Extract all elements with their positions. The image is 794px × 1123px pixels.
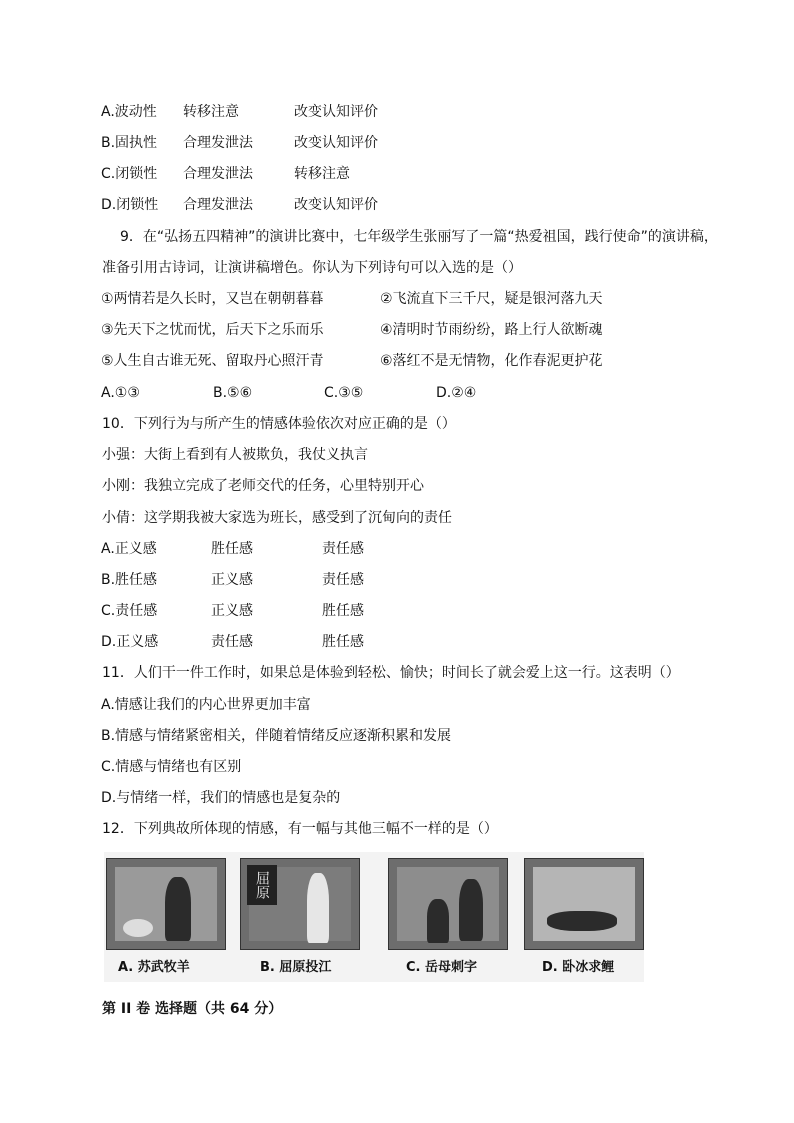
- figure-shape: [165, 877, 191, 941]
- option-col1: C.责任感: [101, 603, 158, 619]
- option-col2: 合理发泄法: [183, 135, 253, 151]
- option-col1: A.正义感: [101, 541, 157, 557]
- figure-shape: [459, 879, 483, 941]
- q12-stem: 12．下列典故所体现的情感，有一幅与其他三幅不一样的是（）: [102, 821, 498, 837]
- option-col3: 胜任感: [322, 634, 364, 650]
- q9-stem-line2: 准备引用古诗词，让演讲稿增色。你认为下列诗句可以入选的是（）: [102, 260, 522, 276]
- option-col1: D.闭锁性: [101, 197, 159, 213]
- q10-case-1: 小强：大街上看到有人被欺负，我仗义执言: [102, 447, 368, 463]
- option-col3: 胜任感: [322, 603, 364, 619]
- q9-poem-6: ⑥落红不是无情物，化作春泥更护花: [380, 353, 603, 369]
- q8-option-b: [101, 133, 378, 153]
- caption-d: D. 卧冰求鲤: [542, 960, 615, 975]
- q11-option-c: C.情感与情绪也有区别: [101, 759, 242, 775]
- option-col2: 责任感: [211, 634, 253, 650]
- q9-option-a: A.①③: [101, 385, 140, 401]
- option-col1: D.正义感: [101, 634, 159, 650]
- q10-stem: 10．下列行为与所产生的情感体验依次对应正确的是（）: [102, 416, 456, 432]
- option-col3: 责任感: [322, 541, 364, 557]
- q10-case-2: 小刚：我独立完成了老师交代的任务，心里特别开心: [102, 478, 424, 494]
- q9-poem-5: ⑤人生自古谁无死、留取丹心照汗青: [101, 353, 324, 369]
- q11-stem: 11．人们干一件工作时，如果总是体验到轻松、愉快；时间长了就会爱上这一行。这表明（）: [102, 665, 680, 681]
- picture-qu-yuan: [240, 858, 360, 950]
- q11-option-b: B.情感与情绪紧密相关，伴随着情绪反应逐渐积累和发展: [101, 728, 452, 744]
- q9-stem-line1: 9．在“弘扬五四精神”的演讲比赛中，七年级学生张丽写了一篇“热爱祖国，践行使命”的演讲稿，: [120, 229, 718, 245]
- q9-option-d: D.②④: [436, 385, 477, 401]
- caption-b: B. 屈原投江: [260, 960, 332, 975]
- q9-poem-3: ③先天下之忧而忧，后天下之乐而乐: [101, 322, 324, 338]
- q10-option-c: [101, 601, 364, 621]
- figure-shape: [427, 899, 449, 943]
- figure-shape: [547, 911, 617, 931]
- option-col3: 改变认知评价: [294, 104, 378, 120]
- q10-option-d: [101, 632, 364, 652]
- option-col1: B.胜任感: [101, 572, 158, 588]
- q8-option-d: [101, 195, 378, 215]
- caption-a: A. 苏武牧羊: [118, 960, 190, 975]
- q10-case-3: 小倩：这学期我被大家选为班长，感受到了沉甸向的责任: [102, 510, 452, 526]
- option-col2: 正义感: [211, 603, 253, 619]
- q12-picture-strip: [104, 852, 644, 982]
- q11-option-a: A.情感让我们的内心世界更加丰富: [101, 697, 311, 713]
- q10-option-b: [101, 570, 364, 590]
- q8-option-a: [101, 102, 378, 122]
- option-col2: 合理发泄法: [183, 166, 253, 182]
- option-col1: A.波动性: [101, 104, 157, 120]
- q10-option-a: [101, 539, 364, 559]
- option-col2: 转移注意: [183, 104, 239, 120]
- option-col3: 责任感: [322, 572, 364, 588]
- section-title: 第 II 卷 选择题（共 64 分）: [102, 1001, 283, 1017]
- q9-option-c: C.③⑤: [324, 385, 364, 401]
- figure-shape: [307, 873, 329, 943]
- option-col3: 转移注意: [294, 166, 350, 182]
- option-col1: B.固执性: [101, 135, 158, 151]
- option-col3: 改变认知评价: [294, 135, 378, 151]
- q8-option-c: [101, 164, 350, 184]
- picture-yue-mu: [388, 858, 508, 950]
- sheep-shape: [123, 919, 153, 937]
- option-col2: 正义感: [211, 572, 253, 588]
- caption-c: C. 岳母刺字: [406, 960, 478, 975]
- option-col2: 合理发泄法: [183, 197, 253, 213]
- q9-poem-1: ①两情若是久长时，又岂在朝朝暮暮: [101, 291, 324, 307]
- picture-su-wu: [106, 858, 226, 950]
- option-col3: 改变认知评价: [294, 197, 378, 213]
- option-col1: C.闭锁性: [101, 166, 158, 182]
- picture-title-tag: 屈原: [247, 865, 277, 905]
- option-col2: 胜任感: [211, 541, 253, 557]
- q11-option-d: D.与情绪一样，我们的情感也是复杂的: [101, 790, 341, 806]
- q9-option-b: B.⑤⑥: [213, 385, 253, 401]
- picture-wo-bing: [524, 858, 644, 950]
- q9-poem-4: ④清明时节雨纷纷，路上行人欲断魂: [380, 322, 603, 338]
- q9-poem-2: ②飞流直下三千尺，疑是银河落九天: [380, 291, 603, 307]
